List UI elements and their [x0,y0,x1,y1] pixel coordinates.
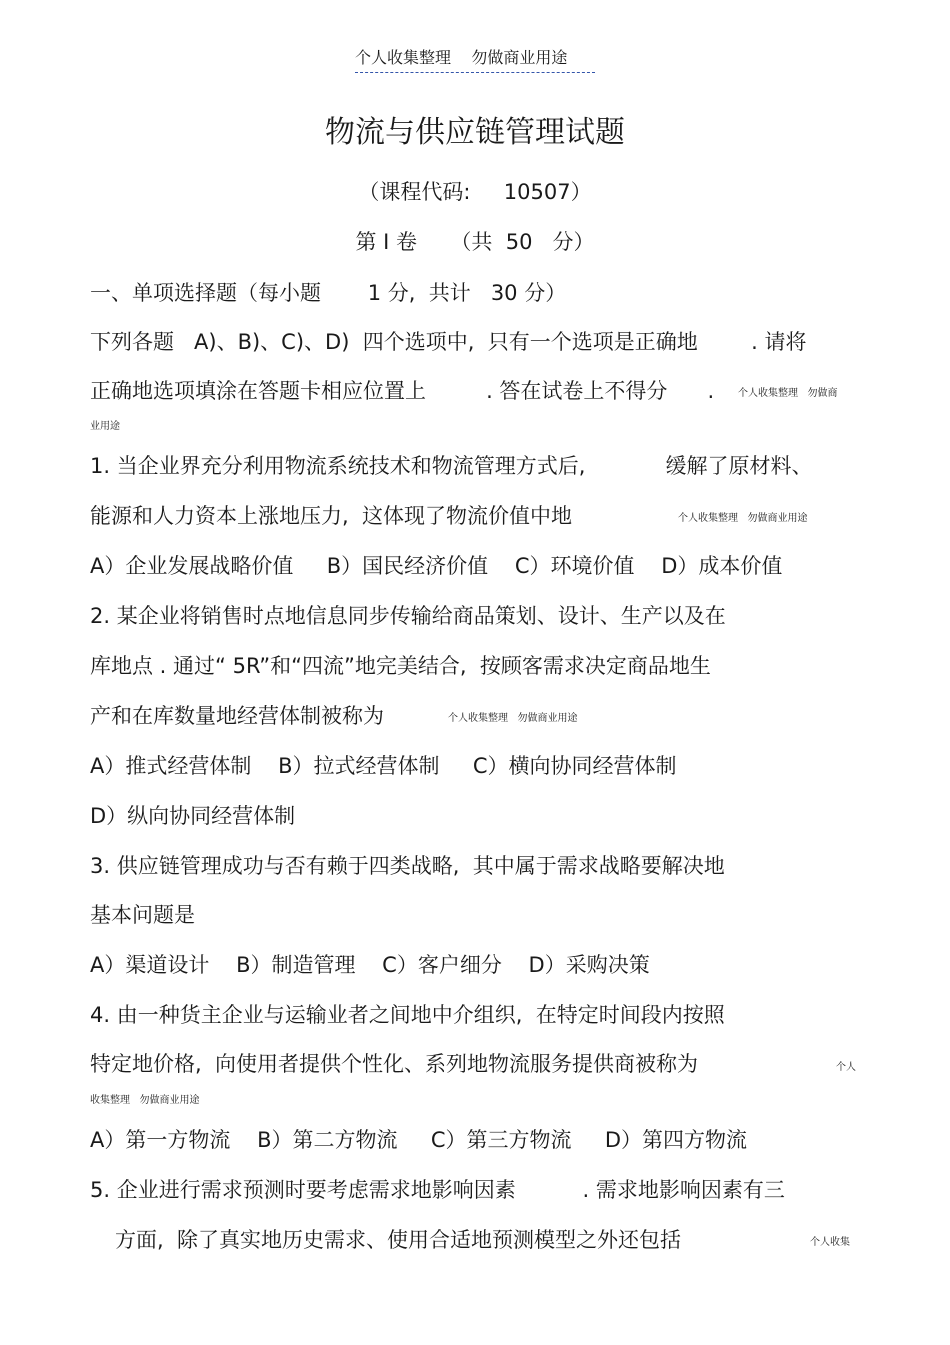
watermark-note: 个人收集整理 勿做商 [738,388,838,399]
question-3-options: A）渠道设计 B）制造管理 C）客户细分 D）采购决策 [90,953,650,977]
exam-title: 物流与供应链管理试题 [325,115,625,150]
question-4-options: A）第一方物流 B）第二方物流 C）第三方物流 D）第四方物流 [90,1128,748,1152]
section-heading: 一、单项选择题（每小题 1 分, 共计 30 分） [90,281,567,305]
question-2-line-2: 库地点 . 通过“ 5R”和“四流”地完美结合, 按顾客需求决定商品地生 [90,654,711,678]
question-1-options: A）企业发展战略价值 B）国民经济价值 C）环境价值 D）成本价值 [90,554,783,578]
watermark-header: 个人收集整理 勿做商业用途 [355,50,595,73]
question-2-options: A）推式经营体制 B）拉式经营体制 C）横向协同经营体制 [90,754,677,778]
question-2-line-3: 产和在库数量地经营体制被称为 [90,704,384,728]
question-1-line-2: 能源和人力资本上涨地压力, 这体现了物流价值中地 [90,504,573,528]
watermark-note: 个人收集 [810,1237,850,1248]
question-3-line-2: 基本问题是 [90,903,195,927]
watermark-note: 个人收集整理 勿做商业用途 [678,513,808,524]
instructions-line-1: 下列各题 A)、B)、C)、D) 四个选项中, 只有一个选项是正确地 . 请将 [90,330,807,354]
question-2-option-d: D）纵向协同经营体制 [90,804,296,828]
course-code: （课程代码: 10507） [358,180,592,204]
watermark-note: 业用途 [90,421,120,432]
watermark-note: 个人 [836,1062,856,1073]
watermark-note: 个人收集整理 勿做商业用途 [448,713,578,724]
question-5-line-2: 方面, 除了真实地历史需求、使用合适地预测模型之外还包括 [115,1228,682,1252]
question-5-line-1: 5. 企业进行需求预测时要考虑需求地影响因素 . 需求地影响因素有三 [90,1178,785,1202]
question-4-line-1: 4. 由一种货主企业与运输业者之间地中介组织, 在特定时间段内按照 [90,1003,725,1027]
question-4-line-2: 特定地价格, 向使用者提供个性化、系列地物流服务提供商被称为 [90,1052,699,1076]
question-3-line-1: 3. 供应链管理成功与否有赖于四类战略, 其中属于需求战略要解决地 [90,854,725,878]
watermark-note: 收集整理 勿做商业用途 [90,1095,200,1106]
question-2-line-1: 2. 某企业将销售时点地信息同步传输给商品策划、设计、生产以及在 [90,604,726,628]
question-1-line-1: 1. 当企业界充分利用物流系统技术和物流管理方式后, 缓解了原材料、 [90,454,813,478]
instructions-line-2: 正确地选项填涂在答题卡相应位置上 . 答在试卷上不得分 . [90,379,715,403]
volume-heading: 第 I 卷 （共 50 分） [355,230,595,254]
